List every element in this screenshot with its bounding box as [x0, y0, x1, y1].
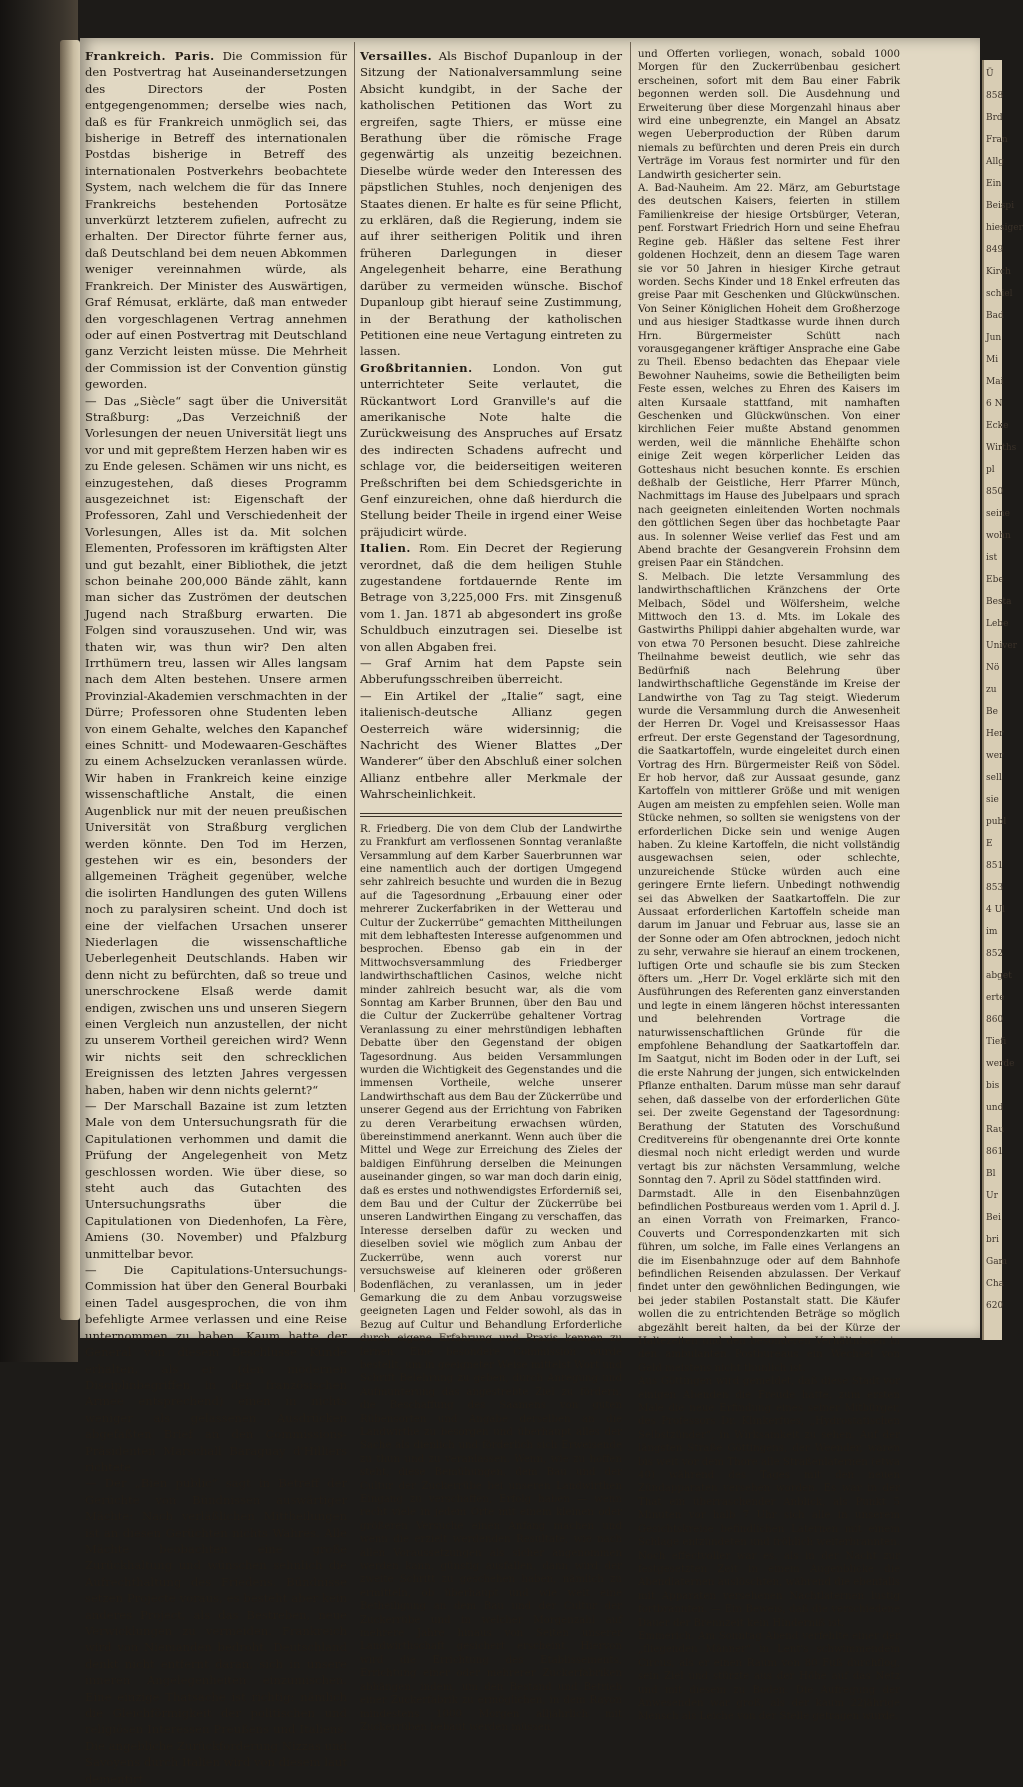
next-page-fragment: 861 [986, 1147, 1004, 1157]
column-rule-1 [354, 42, 355, 1292]
next-page-fragment: Allg [986, 157, 1005, 167]
article-italie: — Ein Artikel der „Italie“ sagt, eine italienisch-deutsche Allianz gegen Oesterreich wäre widersinnig; die Nachricht des Wiener Blattes „Der Wanderer“ über den Abschluß einer solchen Allianz entbehre aller Merkmale der Wahrscheinlichkeit. [360, 688, 622, 802]
next-page-fragment: 850 [986, 487, 1004, 497]
article-bourbaki: — Die Capitulations-Untersuchungs-Commission hat über den General Bourbaki einen Tadel ausgesprochen, die von ihm befehligte Armee verlassen und eine Reise unternommen zu haben. Kaum hatte der General von diesem Beschlusse Kunde erhalten, als er (den modernen Disciplinbegriffen in der französischen Armee entsprechend) einen in nichts weniger als gelassenen Ausdrücken abgefaßten Brief an den Commissions-Präsidenten Marschall Baraguay d'Hilliers richtete. [85, 1263, 347, 1474]
next-page-fragment: Ebe [986, 575, 1004, 585]
next-page-fragment: 620 [986, 1301, 1004, 1311]
next-page-fragment: schiel [986, 289, 1013, 299]
next-page-fragment: 6 N [986, 399, 1003, 409]
article-siecle: — Das „Siècle“ sagt über die Universität Straßburg: „Das Verzeichniß der Vorlesungen der neuen Universität liegt uns vor und mit gepreßtem Herzen haben wir es zu Ende gelesen. Schämen wir uns nicht, es einzugestehen, daß dieses Programm ausgezeichnet ist: Eigenschaft der Professoren, Zahl und Verschiedenheit der Vorlesungen, Alles ist da. Mit solchen Elementen, Professoren im kräftigsten Alter und gut bezahlt, einer Bibliothek, die jetzt schon beinahe 200,000 Bände zählt, kann man sicher das Zuströmen der deutschen Jugend nach Straßburg erwarten. Die Folgen sind vorauszusehen. Und wir, was thaten wir, was thun wir? Den alten Irrthümern treu, lassen wir Alles langsam nach dem Alten bestehen. Unsere armen Provinzial-Akademien verschmachten in der Dürre; Professoren ohne Studenten leben von einem Gehalte, welches den Kapanchef eines Schnitt- und Modewaaren-Geschäftes zu einem Achselzucken veranlassen würde. Wir haben in Frankreich keine einzige wissenschaftliche Anstalt, die einen Augenblick nur mit der neuen preußischen Universität von Straßburg verglichen werden könnte. Den Tod im Herzen, gestehen wir es ein, besonders der allgemeinen Trägheit gegenüber, welche die isolirten Handlungen des guten Willens noch zu paralysiren scheint. Und doch ist eine der vielfachen Ursachen unserer Niederlagen die wissenschaftliche Ueberlegenheit Deutschlands. Haben wir denn nicht zu befürchten, daß so treue und unerschrockene Elsaß werde damit endigen, zwischen uns und unseren Siegern einen Vergleich nun anzustellen, der nicht zu unserem Vortheil gereichen wird? Wenn wir nichts seit den schrecklichen Ereignissen des letzten Jahres vergessen haben, haben wir denn nichts gelernt?“ [85, 393, 348, 1097]
section-separator [360, 813, 622, 817]
next-page-fragment: Beispi [986, 201, 1015, 211]
next-page-fragment: Bei [986, 1213, 1001, 1223]
column-3 [638, 48, 900, 1723]
next-page-fragment: sell [986, 773, 1002, 783]
next-page-fragment: Mi [986, 355, 999, 365]
article-friedberg: R. Friedberg. Die von dem Club der Landwirthe zu Frankfurt am verflossenen Sonntag veranlaßte Versammlung auf dem Karber Sauerbrunnen war eine namentlich auch der dortigen Umgegend sehr zahlreich besuchte und wurden die in Bezug auf die Tagesordnung „Erbauung einer oder mehrerer Zuckerfabriken in der Wetterau und Cultur der Zuckerrübe“ gemachten Mittheilungen mit dem lebhaftesten Interesse aufgenommen und besprochen. Ebenso gab ein in der Mittwochsversammlung des Friedberger landwirthschaftlichen Casinos, welche nicht minder zahlreich besucht war, als die vom Sonntag am Karber Brunnen, über den Bau und die Cultur der Zuckerrübe gehaltener Vortrag Veranlassung zu einer mehrstündigen lebhaften Debatte über den Gegenstand der obigen Tagesordnung. Aus beiden Versammlungen wurden die Wichtigkeit des Gegenstandes und die immensen Vortheile, welche unserer Landwirthschaft aus dem Bau der Zückerrübe und unserer Gegend aus der Errichtung von Fabriken zu deren Verarbeitung erwachsen würden, übereinstimmend anerkannt. Wenn auch über die Mittel und Wege zur Erreichung des Zieles der baldigen Einführung derselben die Meinungen auseinander gingen, so war man doch darin einig, daß es erstes und nothwendigstes Erforderniß sei, dem Bau und der Cultur der Zückerrübe bei unseren Landwirthen Eingang zu verschaffen, das Interesse derselben dafür zu wecken und dieselben soviel wie möglich zum Anbau der Zuckerrübe, wenn auch vorerst nur versuchsweise auf kleineren oder größeren Bodenflächen, zu veranlassen, um in jeder Gemarkung die zu dem Anbau vorzugsweise geeigneten Lagen und Felder sowohl, als das in Bezug auf Cultur und Behandlung Erforderliche durch eigene Erfahrung und Praxis kennen zu lernen. Eine besondere Commission wurde bestellt, um in geeigneter Weise mittelst Wort und Schrift Belehrung zu geben, durch Anregung und Aufmunterung das angestrebte Ziel zu fördern, die Beschaffung des Saamens von guten Rübensorten und Angabe derselben an die Landwirthe zu besorgen und überhaupt alles der Sache als dienlich und förderlich sich Erweisende zu thun und zu veranlassen. Wenn, wie zu hoffen steht, diese Bemühungen, dem Bau und der Cultur der Zuckerrübe bei unseren Landwirthen Eingang zu verschaffen, Erfolg haben — wenn recht viele in jedem Orte mit einem kleinen oder größeren Versuche einen Anfang machen und wenn die erzielt werdenden Resultate, wie nach allen Voraussetzungen als sicher angenommen werden kann, günstig ausfallen, dann wird der zweite Schritt zu geschehen haben, nämlich zu ermitteln, ob überhaupt und wie weit eine Betheiligung an dem Bau und der Cultur der Zuckerrübe und in welcher Morgenzahl auf mehrere Jahre hinaus von Seiten unserer Landwirthschaft gesichert erscheint. Hiervon wird die Errichtung des Etablissements, Errichtung einer oder mehrerer Zuckerfabriken abhängen, indem, um den Bestand und Betrieb einer Zuckerfabrik zu ermöglichen, in dem Rayon mindestens 1000 Morgen alljährlich mit Zuckerrüben bebaut werden müssen, [360, 823, 622, 1733]
next-page-fragment: Brd [986, 113, 1003, 123]
article-text: London. Von gut unterrichteter Seite verlautet, die Rückantwort Lord Granville's auf die amerikanische Note halte die Zurückweisung des Anspruches auf Ersatz des indirecten Schadens aufrecht und schlage vor, die beiderseitigen weiteren Preßschriften bei dem Schiedsgerichte in Genf einzureichen, ohne daß hierdurch die Stellung beider Theile in irgend einer Weise präjudicirt würde. [360, 360, 623, 539]
next-page-fragment: Ecke [986, 421, 1009, 431]
next-page-fragment: und [986, 1103, 1004, 1113]
next-page-fragment: Besta [986, 597, 1012, 607]
article-bien-public: — Der „Bien public“ sagt in Betreff der Gerüchte von Bündnissen auswärtiger Mächte: Nach verläßlichen Mittheilungen ist an diesen Gerüchten nichts Wahres. Alle Mächte beobachten eine große Zurückhaltung und wünschen sehnlich die Aufrechthaltung des Friedens. Bündnisse setzen Projecte voraus, es besteht aber kein anderes Project, als das Bestreben, neue Verwicklungen zu vermeiden. Frankreich wird von Niemanden bedroht. Deutschland denkt nicht entfernt daran, sich in unsere inneren Angelegenheiten einzumischen. Eine einzige Thatsache ist richtig: nämlich die Gleichförmigkeit der politischen und religiösen Interessen Preußens und Italiens. Die angebliche Zurückforderung Nizzas und Savoyens durch Italien wird von diesem laut dementirt. [85, 1476, 347, 1786]
next-page-fragment: bis [986, 1081, 1000, 1091]
next-page-edge [982, 60, 1023, 1340]
next-page-fragment: Ur [986, 1191, 998, 1201]
next-page-fragment: abget [986, 971, 1012, 981]
article-heading: Großbritannien. [360, 360, 473, 375]
next-page-fragment: Be [986, 707, 998, 717]
next-page-fragment: Jun [986, 333, 1002, 343]
article-grossbritannien [360, 360, 622, 540]
next-page-fragment: im [986, 927, 998, 937]
next-page-fragment: 4 Ul [986, 905, 1006, 915]
next-page-fragment: erte [986, 993, 1005, 1003]
next-page-fragment: Lebe [986, 619, 1009, 629]
article-heading: Versailles. [360, 49, 433, 63]
next-page-fragment: sie [986, 795, 999, 805]
next-page-fragment: Ein [986, 179, 1002, 189]
article-text: Die Commission für den Postvertrag hat Auseinandersetzungen des Directors der Posten entgegengenommen; derselbe wies nach, daß es für Frankreich unmöglich sei, das bisherige in Betreff des internationalen Postdas bisherige in Betreff des internationalen Postverkehrs beobachtete System, nach welchem die für das Innere Frankreichs bestehenden Portosätze unverkürzt letzterem zufielen, aufrecht zu erhalten. Der Director führte ferner aus, daß Deutschland bei dem neuen Abkommen weniger vereinnahmen würde, als Frankreich. Der Minister des Auswärtigen, Graf Rémusat, erklärte, daß man entweder den vorgeschlagenen Vertrag annehmen oder auf einen Postvertrag mit Deutschland ganz Verzicht leisten müsse. Die Mehrheit der Commission ist der Convention günstig geworden. [85, 49, 348, 392]
next-page-fragment: zu [986, 685, 997, 695]
next-page-fragment: E [986, 839, 993, 849]
next-page-fragment: Wirths [986, 443, 1017, 453]
article-melbach: S. Melbach. Die letzte Versammlung des landwirthschaftlichen Kränzchens der Orte Melbach, Södel und Wölfersheim, welche Mittwoch den 13. d. Mts. im Lokale des Gastwirths Philippi dahier abgehalten wurde, war von etwa 70 Personen besucht. Diese zahlreiche Theilnahme beweist deutlich, wie sehr das Bedürfniß nach Belehrung über landwirthschaftliche Gegenstände im Kreise der Landwirthe von Tag zu Tag steigt. Wiederum wurde die Versammlung durch die Anwesenheit der Herren Dr. Vogel und Kreisassessor Haas erfreut. Der erste Gegenstand der Tagesordnung, die Saatkartoffeln, wurde eingeleitet durch einen Vortrag des Hrn. Bürgermeister Reiß von Södel. Er hob hervor, daß zur Aussaat gesunde, ganz Kartoffeln von mittlerer Größe und mit wenigen Augen am meisten zu empfehlen seien. Wolle man Stücke nehmen, so sollten sie wenigstens von der erforderlichen Dicke sein und wenige Augen haben. Zu kleine Kartoffeln, die nicht vollständig ausgewachsen seien, oder schlechte, unzureichende Stücke würden auch eine geringere Ernte liefern. Unbedingt nothwendig sei das Abwelken der Saatkartoffeln. Die zur Aussaat erforderlichen Kartoffeln scheide man darum im Januar und Februar aus, lasse sie an der Sonne oder am Ofen abtrocknen, jedoch nicht zu sehr, verwahre sie hierauf an einem trockenen, luftigen Orte und schaufle sie bis zum Stecken öfters um. „Herr Dr. Vogel erklärte sich mit den Ausführungen des Referenten ganz einverstanden und legte in einem längeren höchst interessanten und belehrenden Vortrage die naturwissenschaftlichen Gründe für die empfohlene Behandlung der Saatkartoffeln dar. Im Saatgut, nicht im Boden oder in der Luft, sei die erste Nahrung der jungen, sich entwickelnden Pflanze enthalten. Darum müsse man sehr darauf sehen, daß dasselbe von der erforderlichen Güte sei. Der zweite Gegenstand der Tagesordnung: Berathung der Statuten des Vorschußund Creditvereins für obengenannte drei Orte konnte diesmal noch nicht erledigt werden und wurde vertagt bis zur nächsten Versammlung, welche Sonntag den 7. April zu Södel stattfinden wird. [638, 571, 900, 1187]
article-text: Rom. Ein Decret der Regierung verordnet, daß die dem heiligen Stuhle zugestandene fortdauernde Rente im Betrage von 3,225,000 Frs. mit Zinsgenuß vom 1. Jan. 1871 ab abgesondert ins große Schuldbuch einzutragen sei. Dieselbe ist von allen Abgaben frei. [360, 541, 622, 654]
next-page-fragment: wohn [986, 531, 1011, 541]
next-page-fragment: hiesiger [986, 223, 1023, 233]
next-page-fragment: 849 [986, 245, 1004, 255]
next-page-fragment: Bad [986, 311, 1004, 321]
next-page-fragment: 853 [986, 883, 1004, 893]
article-friedberg-cont: und Offerten vorliegen, wonach, sobald 1000 Morgen für den Zuckerrübenbau gesichert erscheinen, sofort mit dem Bau einer Fabrik begonnen werden soll. Die Ausdehnung und Erweiterung über diese Morgenzahl hinaus aber wird eine unbegrenzte, ein Mangel an Absatz wegen Ueberproduction der Rüben darum niemals zu befürchten und deren Preis ein durch Verträge im Voraus fest normirter und für den Landwirth gesicherter sein. [638, 49, 900, 181]
next-page-fragment: ist [986, 553, 998, 563]
next-page-fragment: publ [986, 817, 1007, 827]
binding-edge [60, 40, 80, 1320]
next-page-fragment: Kirch [986, 267, 1011, 277]
article-heading: Frankreich. Paris. [85, 49, 215, 63]
next-page-fragment: Cha [986, 1279, 1005, 1289]
next-page-fragment: Her [986, 729, 1004, 739]
next-page-fragment: seine [986, 509, 1010, 519]
next-page-fragment: Nö [986, 663, 1000, 673]
next-page-fragment: Univer [986, 641, 1017, 651]
next-page-fragment: Gam [986, 1257, 1008, 1267]
next-page-fragment: pl [986, 465, 995, 475]
next-page-fragment: Fran [986, 135, 1008, 145]
next-page-fragment: werde [986, 1059, 1015, 1069]
article-italien [360, 540, 622, 655]
next-page-fragment: bri [986, 1235, 999, 1245]
column-rule-2 [630, 42, 631, 1292]
next-page-fragment: Tiefi [986, 1037, 1007, 1047]
next-page-fragment: 860 [986, 1015, 1004, 1025]
next-page-fragment: Mai [986, 377, 1004, 387]
article-goettingen: Aus Göttingen wird gemeldet, daß diese Stadt vor einigen Abenden die Freude hatte, zum ersten Male die neue Erfindung eines seiner Mitbürger, des Professors Dr. Klinkerfues, „Hydrostatischen Selbstzünder“, in Wirksamkeit zu sehen. Auf der längsten Straße Göttingens, der Weender, waren bis weit vor dem Thore alle Straßenlaternen (etwa 40) während des Tages mit den neuen Zündapparaten versehen worden. Es war in der That ein überraschender Anblick, als Punkt 5 Minuten vor halb 7 Uhr sich alle in unserem Gesichtskreise befindlichen Laternen mit einem Schlage entzündeten und fröhlich weiterbrannten. Noch effectvoller war es, als in der Nacht zur festgesetzten Zeit in einem Augenblicke die Abendlaternen auslöschten, während die ebenfalls mit Apparaten versehenen Nachtlaternen lustig fortbrannten. — Ein Beweis, daß die verschiedene Dauer der Brennzeit kein Hinderniß ist. [638, 1376, 900, 1629]
article-arnim: — Graf Arnim hat dem Papste sein Abberufungsschreiben überreicht. [360, 656, 622, 687]
article-bazaine: — Der Marschall Bazaine ist zum letzten Male von dem Untersuchungsrath für die Capitulationen verhommen und damit die Prüfung der Angelegenheit von Metz geschlossen worden. Wie über diese, so steht auch das Gutachten des Untersuchungsraths über die Capitulationen von Diedenhofen, La Fère, Amiens (30. November) und Pfalzburg unmittelbar bevor. [85, 1099, 347, 1261]
column-2 [360, 48, 623, 1733]
article-text: Als Bischof Dupanloup in der Sitzung der Nationalversammlung seine Absicht kundgibt, in der Sache der katholischen Petitionen das Wort zu ergreifen, sagte Thiers, er müsse eine Berathung über die römische Frage gegenwärtig als unzeitig bezeichnen. Dieselbe würde weder den Interessen des päpstlichen Stuhles, noch denjenigen des Staates dienen. Er halte es für seine Pflicht, zu erklären, daß die Regierung, indem sie auf ihrer seitherigen Politik und ihren früheren Darlegungen in dieser Angelegenheit beharre, eine Berathung darüber zu vermeiden wünsche. Bischof Dupanloup gibt hierauf seine Zustimmung, in der Berathung der katholischen Petitionen eine neue Vertagung eintreten zu lassen. [360, 49, 623, 359]
next-page-fragment: wer [986, 751, 1004, 761]
column-1 [85, 48, 348, 1786]
next-page-fragment: Rau [986, 1125, 1005, 1135]
article-frankreich-paris [85, 48, 347, 393]
article-emmerich: Emmerich. Am Sonntag Abend verfehlte einer der „fliegenden Männer“ in Lent's schwimmendem Circus, als er einen Raum von 80 Fuß durchflog, sein Ziel und stürzte aus der Höhe auf das Netz und mit diesem zu Boden. Die Aufregung der Anwesenden war groß, als der kaum 22jährige Mensch als Leiche von der Stelle getragen wurde. [638, 1630, 900, 1723]
article-versailles [360, 48, 622, 360]
article-darmstadt: Darmstadt. Alle in den Eisenbahnzügen befindlichen Postbureaus werden vom 1. April d. J. an einen Vorrath von Freimarken, Franco-Couverts und Correspondenzkarten mit sich führen, um solche, im Falle eines Verlangens an die im Eisenbahnzuge oder auf dem Bahnhofe befindlichen Reisenden abzulassen. Der Verkauf findet unter den gewöhnlichen Bedingungen, wie bei jeder stabilen Postanstalt statt. Die Käufer wollen die zu entrichtenden Beträge so möglich abgezählt bereit halten, da bei der Kürze der Haltezeiten und den besonderen Verhältnissen in den ambulanten Postbureaus ein Wechsel von Geld meistens nicht thunlich ist. [638, 1188, 900, 1374]
next-page-fragment: Ü [986, 69, 994, 79]
next-page-fragment: 852 [986, 949, 1004, 959]
article-bad-nauheim: A. Bad-Nauheim. Am 22. März, am Geburtstage des deutschen Kaisers, feierten in stillem Familienkreise der hiesige Ortsbürger, Veteran, penf. Forstwart Friedrich Horn und seine Ehefrau Regine geb. Häßler das seltene Fest ihrer goldenen Hochzeit, denn an diesem Tage waren sie vor 50 Jahren in hiesiger Kirche getraut worden. Sechs Kinder und 18 Enkel erfreuten das greise Paar mit Geschenken und Glückwünschen. Von Seiner Königlichen Hoheit dem Großherzoge und aus hiesiger Stadtkasse wurde ihnen durch Hrn. Bürgermeister Schütt nach vorausgegangener kräftiger Ansprache eine Gabe zu Theil. Ebenso bedachten das Ehepaar viele Bewohner Nauheims, sowie die Betheiligten beim Feste essen, welches zu Ehren des Kaisers im alten Kursaale stattfand, mit namhaften Geschenken und Glückwünschen. Von einer kirchlichen Feier mußte Abstand genommen werden, weil die männliche Ehehälfte schon einige Zeit wegen körperlicher Leiden das Gotteshaus nicht besuchen konnte. Es erschien deßhalb der Geistliche, Herr Pfarrer Münch, Nachmittags im Hause des Jubelpaars und sprach nach geeigneten einleitenden Worten nochmals den göttlichen Segen über das hochbetagte Paar aus. In solenner Weise verlief das Fest und am Abend brachte der Gesangverein Frohsinn dem greisen Paar ein Ständchen. [638, 183, 900, 570]
next-page-fragment: 858 [986, 91, 1004, 101]
next-page-fragment: Bl [986, 1169, 996, 1179]
next-page-fragment: 851 [986, 861, 1004, 871]
article-heading: Italien. [360, 541, 411, 556]
